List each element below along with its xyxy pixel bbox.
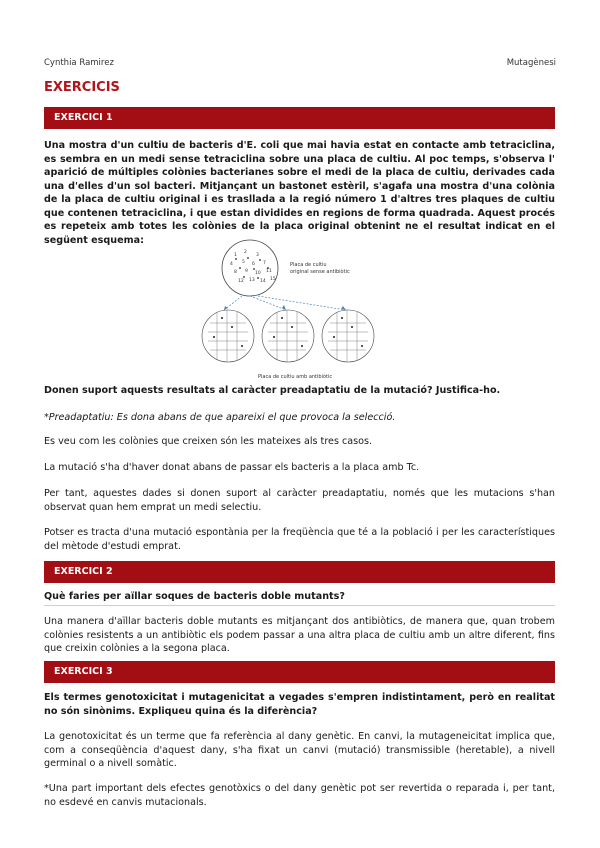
svg-text:14: 14 [260, 279, 266, 284]
svg-text:4: 4 [230, 262, 233, 267]
exercise-3-header: EXERCICI 3 [44, 661, 555, 683]
svg-text:1: 1 [234, 253, 237, 258]
page-title: EXERCICIS [44, 80, 120, 95]
svg-text:12: 12 [238, 279, 244, 284]
svg-text:3: 3 [256, 253, 259, 258]
svg-text:5: 5 [242, 260, 245, 265]
header-author: Cynthia Ramirez [44, 58, 114, 68]
answer-1-paragraph-1: Es veu com les colònies que creixen són les mateixes als tres casos. [44, 436, 373, 447]
svg-text:2: 2 [244, 250, 247, 255]
plate-diagram [200, 238, 410, 383]
exercise-2-question: Què faries per aïllar soques de bacteris doble mutants? [44, 591, 345, 602]
exercise-3-question: Els termes genotoxicitat i mutagenicitat a vegades s'empren indistintament, però en realitat no són sinònims. Expliqueu quina és la diferència? [44, 692, 555, 717]
answer-1-paragraph-2: La mutació s'ha d'haver donat abans de passar els bacteris a la placa amb Tc. [44, 462, 420, 473]
exercise-2-header: EXERCICI 2 [44, 561, 555, 583]
answer-2-paragraph: Una manera d'aïllar bacteris doble mutants es mitjançant dos antibiòtics, de manera que, quan trobem colònies resistents a un antibiòtic els podem passar a una altra placa de cultiu amb un altre diferent, fins que creixin colònies a la segona placa. [44, 616, 555, 654]
answer-3-paragraph-2: *Una part important dels efectes genotòxics o del dany genètic pot ser revertida o reparada i, per tant, no esdevé en canvis mutacionals. [44, 783, 555, 808]
svg-text:15: 15 [270, 277, 276, 282]
svg-text:13: 13 [249, 278, 255, 283]
figure-label-antibiotic: Placa de cultiu amb antibiòtic [258, 374, 333, 380]
svg-text:7: 7 [263, 261, 266, 266]
figure-label-original-2: original sense antibiòtic [290, 269, 350, 275]
header-subject: Mutagènesi [506, 58, 556, 68]
exercise-1-header: EXERCICI 1 [44, 107, 555, 129]
figure-label-original-1: Placa de cultiu [290, 262, 327, 268]
svg-text:10: 10 [255, 271, 261, 276]
answer-1-paragraph-3: Per tant, aquestes dades si donen suport al caràcter preadaptatiu, només que les mutacions s'han observat quan hem emprat un medi selectiu. [44, 488, 555, 513]
antibiotic-plates [202, 310, 374, 362]
exercise-1-question: Donen suport aquests resultats al caràcter preadaptatiu de la mutació? Justifica-ho. [44, 385, 501, 396]
svg-text:6: 6 [252, 262, 255, 267]
answer-1-paragraph-4: Potser es tracta d'una mutació espontània per la freqüència que té a la població i per les característiques del mètode d'estudi emprat. [44, 527, 555, 552]
svg-text:9: 9 [245, 269, 248, 274]
exercise-1-statement: Una mostra d'un cultiu de bacteris d'E. coli que mai havia estat en contacte amb tetraciclina, es sembra en un medi sense tetraciclina sobre una placa de cultiu. Al poc temps, s'observa l' aparició de múltiples colònies bacterianes sobre el medi de la placa de cultiu, derivades cada una d'elles d'un sol bacteri. Mitjançant un bastonet estèril, s'agafa una mostra d'una colònia de la placa de cultiu original i es trasllada a la regió número 1 d'altres tres plaques de cultiu que contenen tetraciclina, i que estan dividides en regions de forma quadrada. Aquest procés es repeteix amb totes les colònies de la placa original obtenint ne el resultat indicat en el següent esquema: [44, 140, 555, 246]
original-plate [222, 240, 278, 296]
answer-3-paragraph-1: La genotoxicitat és un terme que fa referència al dany genètic. En canvi, la mutageneicitat implica que, com a conseqüència d'aquest dany, s'ha fixat un canvi (mutació) transmissible (heretable), a nivell germinal o a nivell somàtic. [44, 731, 555, 769]
svg-text:8: 8 [234, 270, 237, 275]
answer-1-definition: *Preadaptatiu: Es dona abans de que apareixi el que provoca la selecció. [44, 412, 396, 423]
svg-text:11: 11 [266, 269, 272, 274]
divider [44, 605, 555, 606]
